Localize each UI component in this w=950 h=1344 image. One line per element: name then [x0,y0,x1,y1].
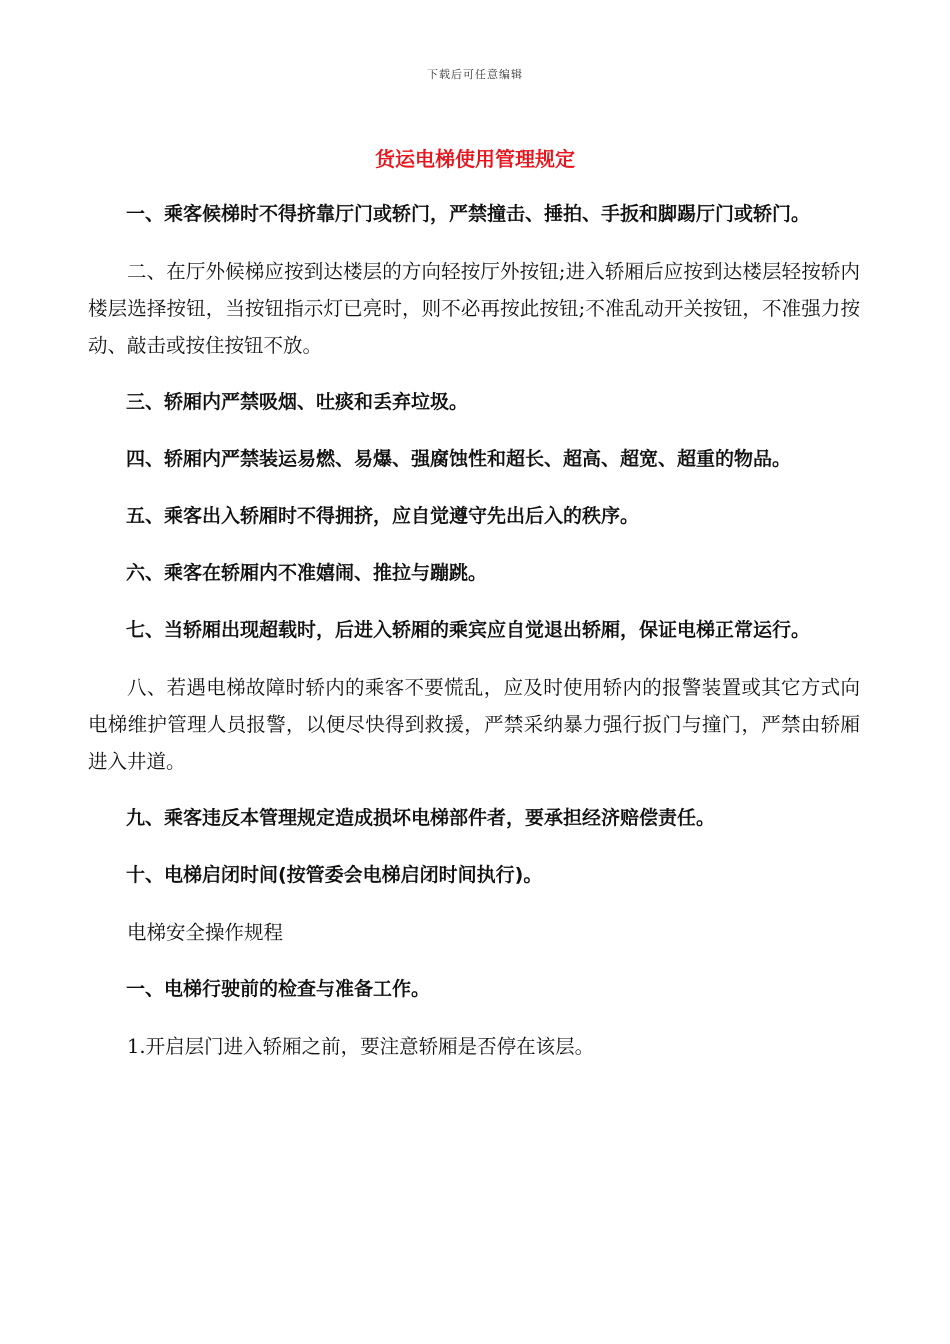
section-heading: 电梯安全操作规程 [127,921,284,944]
rule-3: 三、轿厢内严禁吸烟、吐痰和丢弃垃圾。 [126,391,469,413]
rule-9: 九、乘客违反本管理规定造成损坏电梯部件者，要承担经济赔偿责任。 [126,807,716,829]
rule-5: 五、乘客出入轿厢时不得拥挤，应自觉遵守先出后入的秩序。 [126,505,640,527]
rule-6: 六、乘客在轿厢内不准嬉闹、推拉与蹦跳。 [126,562,488,584]
document-body [88,196,860,1085]
rule-10: 十、电梯启闭时间(按管委会电梯启闭时间执行)。 [126,864,543,886]
rule-4: 四、轿厢内严禁装运易燃、易爆、强腐蚀性和超长、超高、超宽、超重的物品。 [126,448,792,470]
header-note: 下载后可任意编辑 [427,68,523,81]
rule-7: 七、当轿厢出现超载时，后进入轿厢的乘宾应自觉退出轿厢，保证电梯正常运行。 [126,619,811,641]
procedure-step-1: 一、电梯行驶前的检查与准备工作。 [126,978,431,1000]
procedure-substep-1: 1.开启层门进入轿厢之前，要注意轿厢是否停在该层。 [127,1035,595,1058]
rule-1: 一、乘客候梯时不得挤靠厅门或轿门，严禁撞击、捶拍、手扳和脚踢厅门或轿门。 [126,203,811,225]
rule-2: 二、在厅外候梯应按到达楼层的方向轻按厅外按钮;进入轿厢后应按到达楼层轻按轿内楼层选择按钮，当按钮指示灯已亮时，则不必再按此按钮;不准乱动开关按钮，不准强力按动、敲击或按住按钮不放。 [88,260,860,357]
document-title: 货运电梯使用管理规定 [375,147,575,171]
rule-8: 八、若遇电梯故障时轿内的乘客不要慌乱，应及时使用轿内的报警装置或其它方式向电梯维护管理人员报警，以便尽快得到救援，严禁采纳暴力强行扳门与撞门，严禁由轿厢进入井道。 [88,676,860,773]
